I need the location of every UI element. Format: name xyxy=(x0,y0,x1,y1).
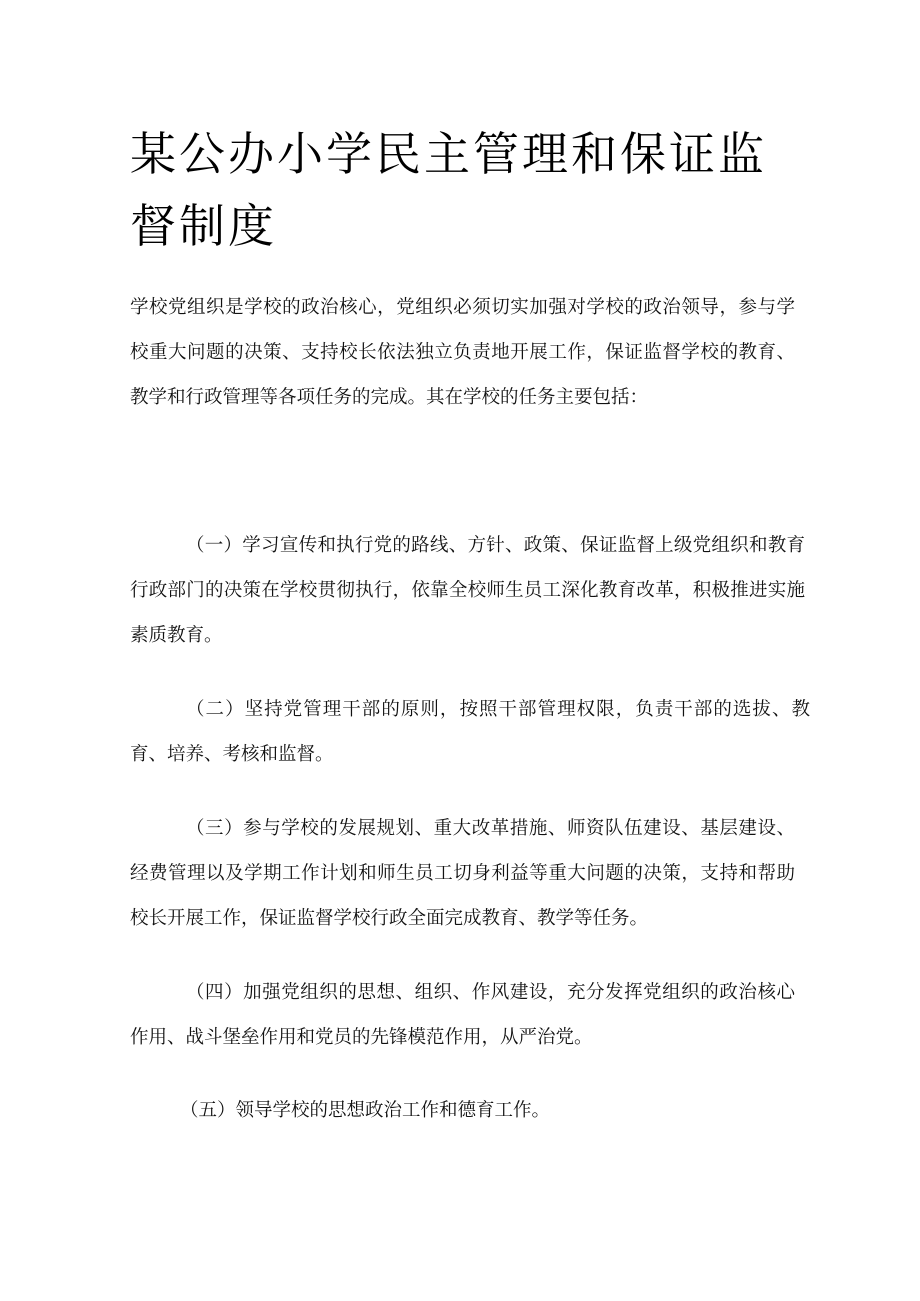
item-paragraph-2: （二）坚持党管理干部的原则，按照干部管理权限，负责干部的选拔、教育、培养、考核和监督。 xyxy=(130,699,810,765)
document-title: 某公办小学民主管理和保证监督制度 xyxy=(130,127,767,253)
intro-paragraph: 学校党组织是学校的政治核心，党组织必须切实加强对学校的政治领导，参与学校重大问题的决策、支持校长依法独立负责地开展工作，保证监督学校的教育、教学和行政管理等各项任务的完成。其在学校的任务主要包括： xyxy=(130,297,795,408)
item-paragraph-5: （五）领导学校的思想政治工作和德育工作。 xyxy=(180,1100,551,1121)
item-paragraph-1: （一）学习宣传和执行党的路线、方针、政策、保证监督上级党组织和教育行政部门的决策在学校贯彻执行，依靠全校师生员工深化教育改革，积极推进实施素质教育。 xyxy=(130,535,805,646)
item-paragraph-3: （三）参与学校的发展规划、重大改革措施、师资队伍建设、基层建设、经费管理以及学期工作计划和师生员工切身利益等重大问题的决策，支持和帮助校长开展工作，保证监督学校行政全面完成教育、教学等任务。 xyxy=(130,818,795,929)
item-paragraph-4: （四）加强党组织的思想、组织、作风建设，充分发挥党组织的政治核心作用、战斗堡垒作用和党员的先锋模范作用，从严治党。 xyxy=(130,982,795,1048)
